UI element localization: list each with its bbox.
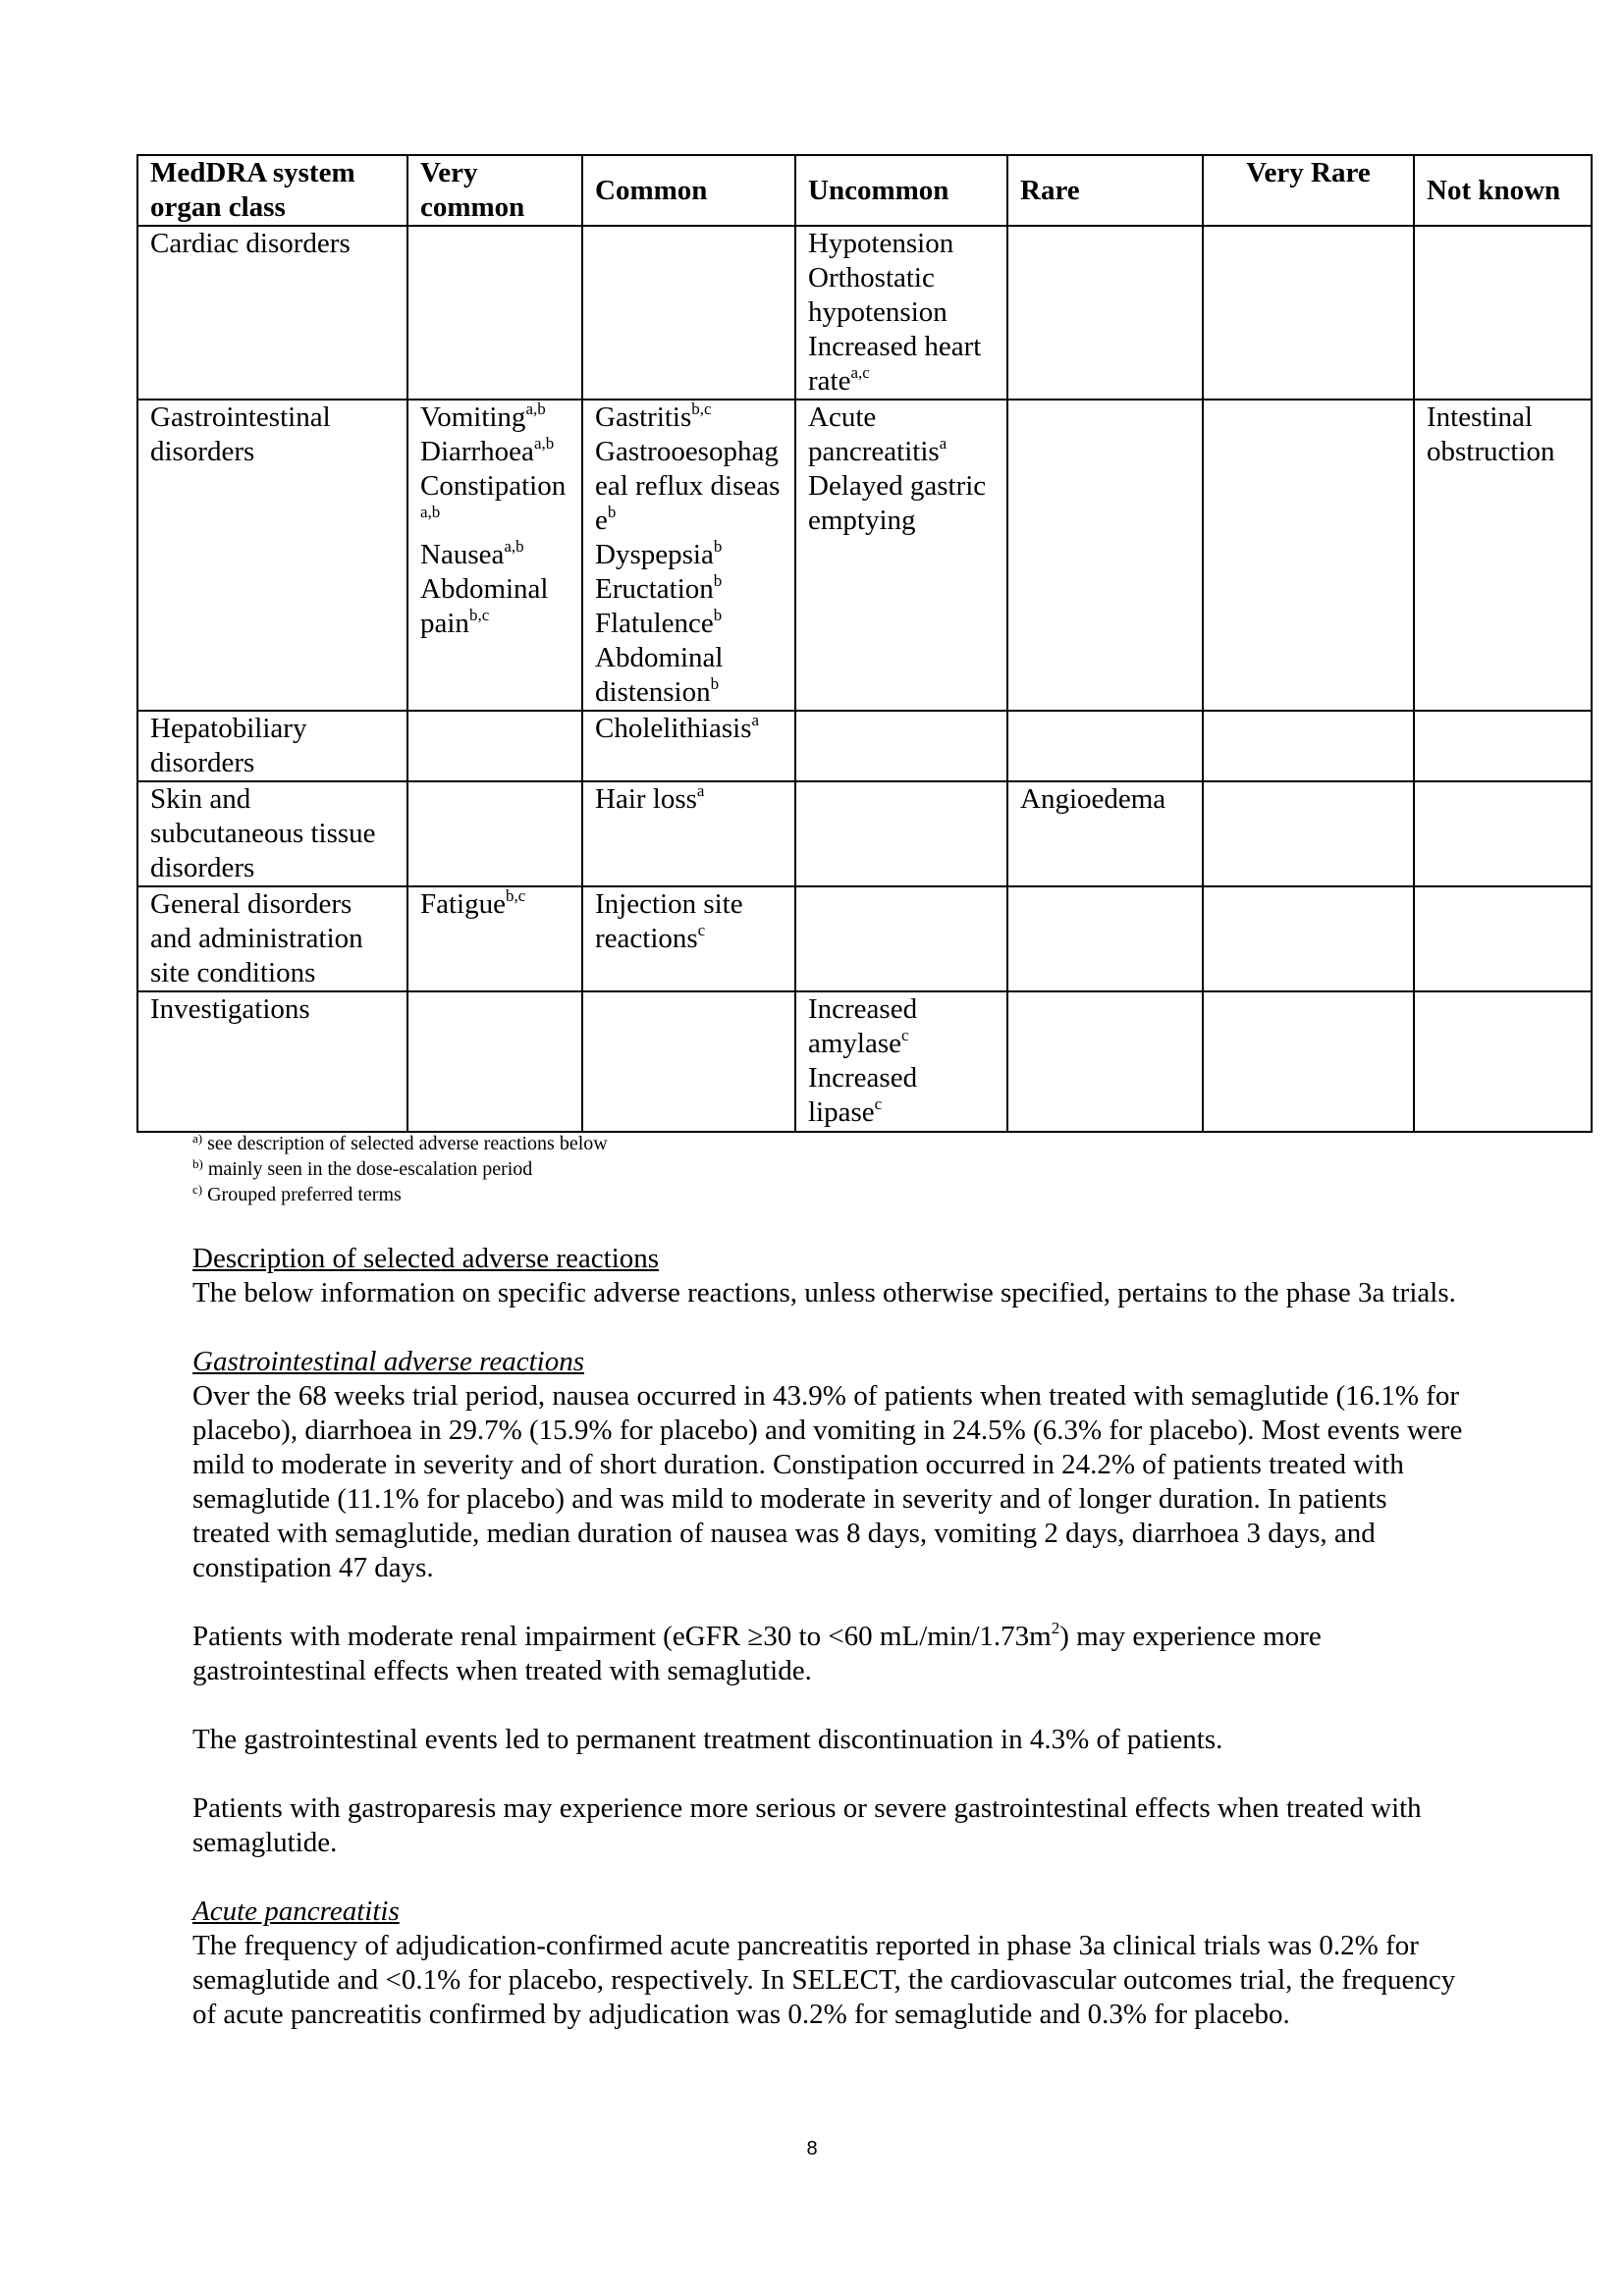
- footnote-ref: a: [696, 781, 705, 800]
- cell-empty: [407, 711, 582, 781]
- header-rare: Rare: [1007, 155, 1203, 226]
- reaction-item-text: Flatulence: [595, 608, 714, 639]
- reaction-item: [808, 400, 995, 469]
- reaction-item-text: Abdominal pain: [420, 573, 549, 639]
- cell-cardiac-uncommon: [795, 226, 1007, 400]
- cell-empty: [1414, 781, 1592, 886]
- reaction-item-text: Nausea: [420, 539, 505, 570]
- cell-empty: [795, 886, 1007, 991]
- footnote-ref: a,b: [420, 503, 441, 521]
- adverse-reactions-table: [136, 154, 1593, 1133]
- reaction-item: [595, 572, 783, 607]
- reaction-item: [595, 607, 783, 641]
- reaction-item: [808, 330, 995, 399]
- cell-empty: [582, 226, 795, 400]
- reaction-item-text: Eructation: [595, 573, 714, 605]
- footnote-ref: b,c: [691, 400, 712, 418]
- reaction-item-text: Abdominal distension: [595, 642, 724, 708]
- cell-empty: [1203, 226, 1414, 400]
- cell-empty: [1007, 711, 1203, 781]
- reaction-item: [808, 992, 995, 1061]
- cell-empty: [407, 991, 582, 1132]
- section-heading: Description of selected adverse reactions: [192, 1243, 660, 1274]
- header-common: Common: [582, 155, 795, 226]
- footnote-text: see description of selected adverse reactions below: [207, 1133, 608, 1154]
- table-row: [137, 400, 1592, 711]
- footnote-ref: c: [874, 1095, 883, 1113]
- reaction-item: Angioedema: [1020, 783, 1166, 815]
- footnote-text: mainly seen in the dose-escalation period: [207, 1158, 533, 1180]
- header-not-known: Not known: [1414, 155, 1592, 226]
- reaction-item-text: Cholelithiasis: [595, 713, 752, 744]
- gi-paragraph-4: Patients with gastroparesis may experience more serious or severe gastrointestinal effects when treated with semaglutide.: [192, 1792, 1422, 1858]
- reaction-item-text: Increased heart rate: [808, 331, 982, 397]
- cell-empty: [795, 711, 1007, 781]
- reaction-item-text: Diarrhoea: [420, 436, 534, 467]
- page-number: 8: [806, 2138, 818, 2160]
- reaction-item: [595, 887, 783, 956]
- footnote-marker: c): [192, 1182, 203, 1197]
- cell-empty: [1414, 886, 1592, 991]
- reaction-item: [595, 641, 783, 710]
- cell-gi-very-common: [407, 400, 582, 711]
- gi-subheading: Gastrointestinal adverse reactions: [192, 1346, 584, 1377]
- cell-empty: [407, 226, 582, 400]
- cell-empty: [1007, 226, 1203, 400]
- cell-gi-not-known: [1414, 400, 1592, 711]
- cell-investigations-uncommon: [795, 991, 1007, 1132]
- gi-paragraph-2-part-a: Patients with moderate renal impairment (eGFR ≥30 to <60 mL/min/1.73m: [192, 1621, 1052, 1652]
- table-row: [137, 886, 1592, 991]
- reaction-item-text: Fatigue: [420, 888, 506, 920]
- reaction-item-text: Hair loss: [595, 783, 697, 815]
- reaction-item-text: Acute pancreatitis: [808, 401, 940, 467]
- footnote-b: [192, 1156, 608, 1182]
- footnote-marker: b): [192, 1156, 203, 1171]
- reaction-item: [595, 782, 783, 817]
- footnote-marker: a): [192, 1131, 203, 1146]
- table-row: [137, 711, 1592, 781]
- footnote-c: [192, 1182, 608, 1207]
- footnote-ref: b,c: [506, 886, 526, 905]
- footnote-ref: a,b: [504, 537, 524, 556]
- reaction-item: Orthostatic hypotension: [808, 262, 947, 328]
- reaction-item: [595, 538, 783, 572]
- cell-general-common: [582, 886, 795, 991]
- reaction-item: Intestinal obstruction: [1427, 401, 1555, 467]
- footnote-a: [192, 1131, 608, 1156]
- cell-class-investigations: Investigations: [137, 991, 407, 1132]
- cell-empty: [1414, 226, 1592, 400]
- selected-reactions-section: [192, 1242, 1469, 1310]
- footnote-ref: b: [713, 537, 723, 556]
- cell-empty: [1203, 781, 1414, 886]
- reaction-item: [420, 400, 569, 435]
- cell-empty: [1007, 991, 1203, 1132]
- gi-paragraph-1: Over the 68 weeks trial period, nausea occurred in 43.9% of patients when treated with semaglutide (16.1% for placebo), diarrhoea in 29.7% (15.9% for placebo) and vomiting in 24.5% (6.3% for placebo). Most events were mild to moderate in severity and of short duration. Constipation occurred in 24.2% of patients treated with semaglutide (11.1% for placebo) and was mild to moderate in severity and of longer duration. In patients treated with semaglutide, median duration of nausea was 8 days, vomiting 2 days, diarrhoea 3 days, and constipation 47 days.: [192, 1380, 1463, 1583]
- cell-gi-uncommon: [795, 400, 1007, 711]
- cell-hepato-common: [582, 711, 795, 781]
- footnote-ref: b: [710, 674, 720, 693]
- pancreatitis-paragraph: The frequency of adjudication-confirmed acute pancreatitis reported in phase 3a clinical trials was 0.2% for semaglutide and <0.1% for placebo, respectively. In SELECT, the cardiovascular outcomes trial, the frequency of acute pancreatitis confirmed by adjudication was 0.2% for semaglutide and 0.3% for placebo.: [192, 1930, 1456, 2030]
- footnote-ref: b: [607, 503, 617, 521]
- reaction-item: [420, 435, 569, 469]
- table-row: [137, 991, 1592, 1132]
- cell-empty: [1007, 400, 1203, 711]
- cell-empty: [1203, 711, 1414, 781]
- footnote-ref: a,b: [525, 400, 546, 418]
- footnote-text: Grouped preferred terms: [207, 1184, 402, 1205]
- header-system-organ-class: MedDRA system organ class: [137, 155, 407, 226]
- reaction-item-text: Injection site reactions: [595, 888, 743, 954]
- footnote-ref: a,c: [850, 363, 870, 382]
- table-header-row: [137, 155, 1592, 226]
- cell-class-cardiac: Cardiac disorders: [137, 226, 407, 400]
- reaction-item-text: Increased lipase: [808, 1062, 918, 1128]
- reaction-item-text: Increased amylase: [808, 993, 918, 1059]
- cell-class-skin: Skin and subcutaneous tissue disorders: [137, 781, 407, 886]
- reaction-item: [420, 887, 569, 922]
- reaction-item-text: Constipation: [420, 470, 567, 502]
- cell-skin-rare: [1007, 781, 1203, 886]
- gi-paragraph-2-part-b: ) may experience more gastrointestinal effects when treated with semaglutide.: [192, 1621, 1322, 1686]
- reaction-item: [595, 712, 783, 746]
- reaction-item: Delayed gastric emptying: [808, 470, 987, 536]
- body-text: [192, 1242, 1469, 2066]
- reaction-item: [595, 435, 783, 538]
- cell-empty: [795, 781, 1007, 886]
- cell-empty: [582, 991, 795, 1132]
- cell-class-hepatobiliary: Hepatobiliary disorders: [137, 711, 407, 781]
- gi-section: [192, 1345, 1469, 1585]
- cell-empty: [1203, 886, 1414, 991]
- reaction-item-text: Gastritis: [595, 401, 692, 433]
- pancreatitis-subheading: Acute pancreatitis: [192, 1896, 400, 1927]
- reaction-item-text: Dyspepsia: [595, 539, 714, 570]
- cell-class-gastrointestinal: Gastrointestinal disorders: [137, 400, 407, 711]
- footnote-ref: a: [939, 434, 947, 453]
- gi-paragraph-2: [192, 1620, 1469, 1688]
- table-row: [137, 781, 1592, 886]
- cell-empty: [1414, 991, 1592, 1132]
- header-uncommon: Uncommon: [795, 155, 1007, 226]
- footnote-ref: a: [751, 711, 760, 729]
- superscript: 2: [1051, 1619, 1060, 1637]
- footnote-ref: b: [713, 571, 723, 590]
- reaction-item: [808, 1061, 995, 1130]
- cell-empty: [1414, 711, 1592, 781]
- cell-empty: [1007, 886, 1203, 991]
- reaction-item: [420, 469, 569, 538]
- cell-empty: [407, 781, 582, 886]
- table-row: [137, 226, 1592, 400]
- footnote-ref: b: [713, 606, 723, 624]
- footnote-ref: c: [697, 921, 706, 939]
- cell-skin-common: [582, 781, 795, 886]
- cell-empty: [1203, 400, 1414, 711]
- table-footnotes: [192, 1131, 608, 1207]
- reaction-item-text: Gastrooesophageal reflux disease: [595, 436, 781, 536]
- reaction-item: [420, 572, 569, 641]
- gi-paragraph-3: The gastrointestinal events led to permanent treatment discontinuation in 4.3% of patients.: [192, 1724, 1223, 1755]
- reaction-item-text: Vomiting: [420, 401, 526, 433]
- header-very-rare: Very Rare: [1203, 155, 1414, 226]
- cell-general-very-common: [407, 886, 582, 991]
- reaction-item: [420, 538, 569, 572]
- footnote-ref: c: [901, 1026, 909, 1044]
- intro-paragraph: The below information on specific adverse reactions, unless otherwise specified, pertains to the phase 3a trials.: [192, 1277, 1456, 1308]
- cell-gi-common: [582, 400, 795, 711]
- cell-class-general: General disorders and administration site conditions: [137, 886, 407, 991]
- cell-empty: [1203, 991, 1414, 1132]
- reaction-item: Hypotension: [808, 228, 954, 259]
- reaction-item: [595, 400, 783, 435]
- footnote-ref: b,c: [468, 606, 490, 624]
- footnote-ref: a,b: [533, 434, 555, 453]
- pancreatitis-section: [192, 1895, 1469, 2032]
- header-very-common: Very common: [407, 155, 582, 226]
